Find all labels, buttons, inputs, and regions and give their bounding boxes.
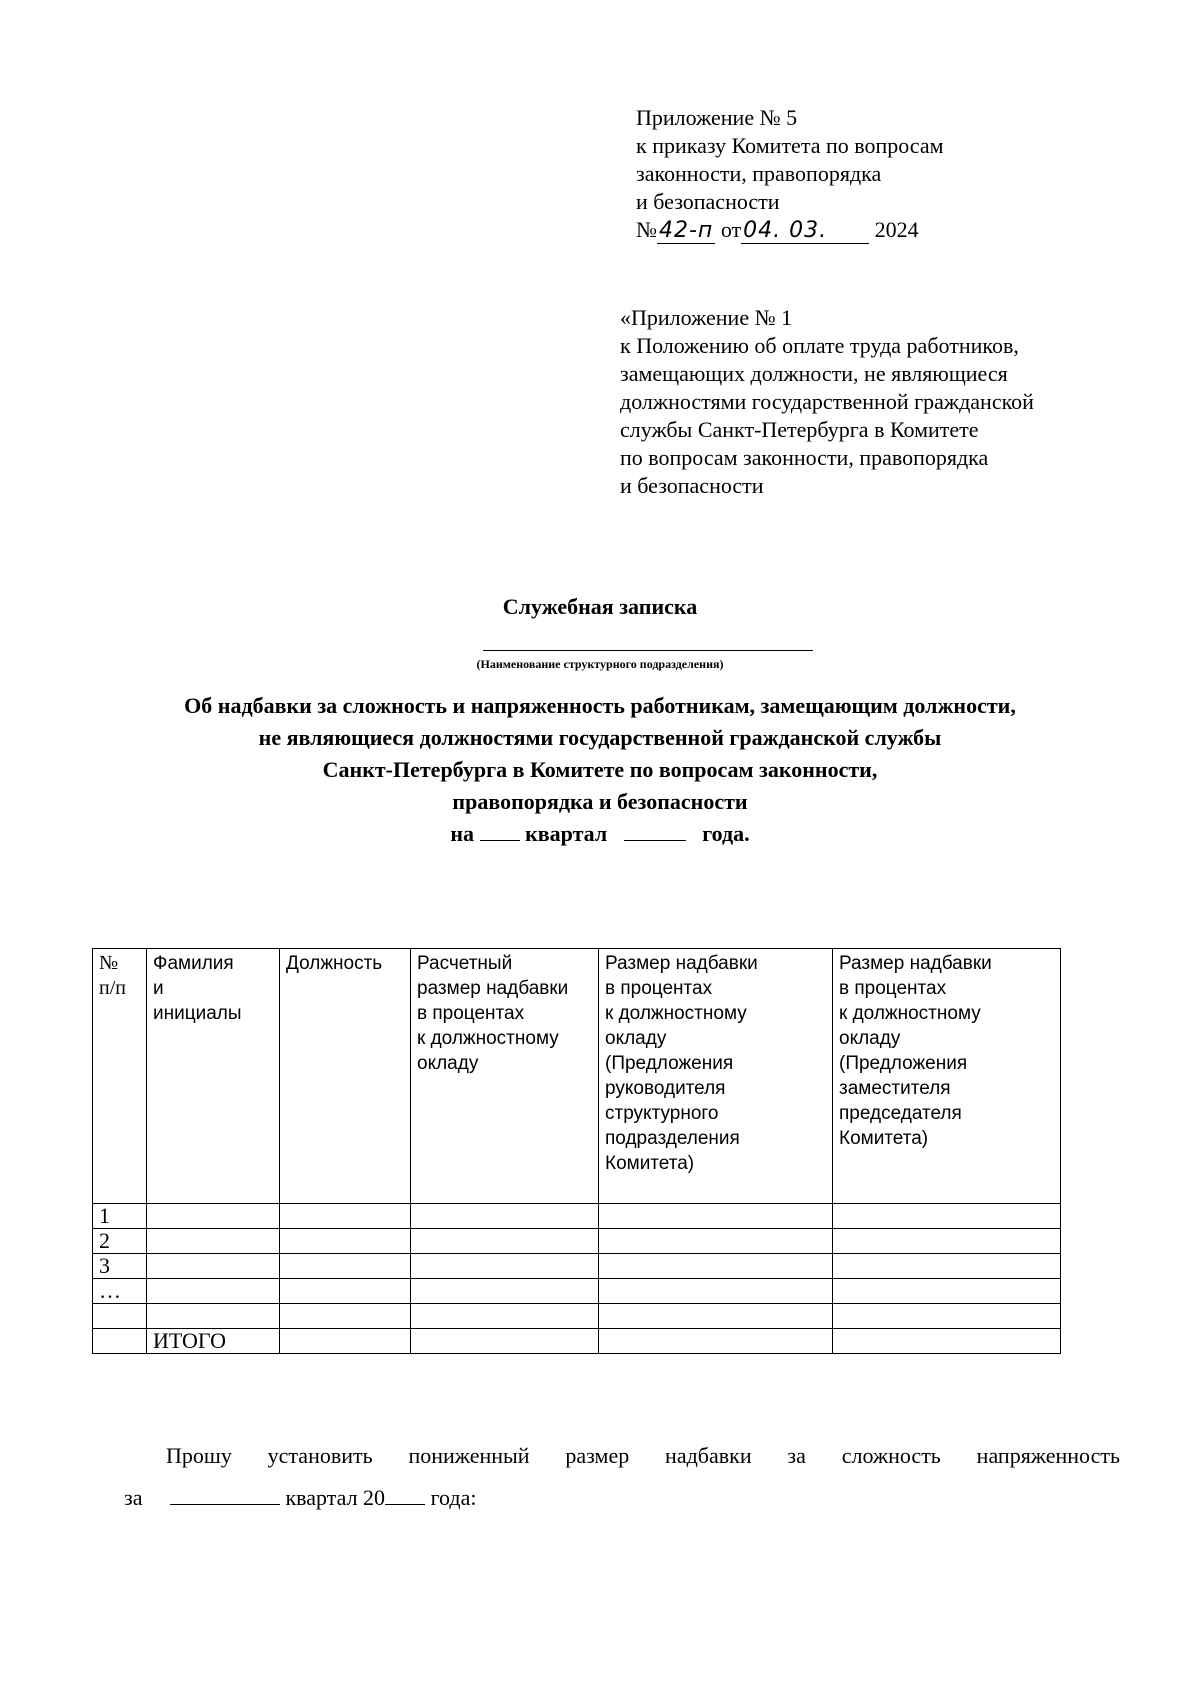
row-deputy-proposal [833,1279,1061,1304]
row-num: 2 [93,1229,147,1254]
order-reference [636,216,944,244]
row-calc [411,1229,599,1254]
row-head-proposal [599,1204,833,1229]
table-row [93,1229,1061,1254]
row-calc [411,1204,599,1229]
header-name: Фамилия и инициалы [147,949,280,1204]
row-name [147,1204,280,1229]
row-num [93,1329,147,1354]
appendix-line: законности, правопорядка [636,161,882,186]
row-calc [411,1304,599,1329]
department-blank-line [483,650,813,651]
row-num: 1 [93,1204,147,1229]
row-num: … [93,1279,147,1304]
row-deputy-proposal [833,1304,1061,1329]
table-row [93,1254,1061,1279]
row-calc [411,1279,599,1304]
row-deputy-proposal [833,1254,1061,1279]
row-deputy-proposal [833,1229,1061,1254]
appendix-regulation-header [620,304,1034,500]
appendix2-line: к Положению об оплате труда работников, [620,333,1019,358]
row-head-proposal [599,1254,833,1279]
appendix-header [636,104,944,244]
heading-line: правопорядка и безопасности [452,789,748,814]
request-suffix: года: [430,1485,477,1510]
request-middle: квартал 20 [285,1485,386,1510]
allowance-table [92,948,1061,1354]
table-header-row [93,949,1061,1204]
row-head-proposal [599,1229,833,1254]
heading-line: Об надбавки за сложность и напряженность работникам, замещающим должности, [184,693,1016,718]
period-on: на [450,821,475,846]
appendix-line: и безопасности [636,189,780,214]
table-row [93,1279,1061,1304]
period-line [60,818,1140,850]
appendix2-line: и безопасности [620,473,764,498]
row-calc [411,1254,599,1279]
appendix2-line: должностями государственной гражданской [620,389,1034,414]
appendix2-line: «Приложение № 1 [620,305,793,330]
order-year: 2024 [874,217,919,242]
row-position [280,1279,411,1304]
request-period-line [124,1482,476,1512]
year-blank [624,818,686,841]
row-head-proposal [599,1304,833,1329]
row-num: 3 [93,1254,147,1279]
request-year-blank [385,1482,425,1505]
appendix-line: к приказу Комитета по вопросам [636,133,944,158]
row-position [280,1329,411,1354]
request-prefix: за [124,1485,143,1510]
heading-line: Санкт-Петербурга в Комитете по вопросам законности, [322,757,878,782]
row-position [280,1254,411,1279]
memo-title: Служебная записка [502,594,698,619]
order-date-handwritten: 04. 03. [741,219,869,244]
row-deputy-proposal [833,1204,1061,1229]
table-row [93,1304,1061,1329]
request-quarter-blank [170,1482,280,1505]
order-number-handwritten: 42-п [659,218,714,243]
row-total-label: ИТОГО [147,1329,280,1354]
order-number-prefix: № [636,217,657,242]
row-position [280,1229,411,1254]
appendix-line: Приложение № 5 [636,105,798,130]
row-name [147,1229,280,1254]
memo-heading [60,690,1140,850]
row-deputy-proposal [833,1329,1061,1354]
quarter-blank [480,818,520,841]
header-calculated-allowance: Расчетный размер надбавки в процентах к должностному окладу [411,949,599,1204]
row-calc [411,1329,599,1354]
row-name [147,1279,280,1304]
header-deputy-proposal: Размер надбавки в процентах к должностному окладу (Предложения заместителя председателя Комитета) [833,949,1061,1204]
header-num: № п/п [93,949,147,1204]
row-head-proposal [599,1329,833,1354]
request-paragraph: Прошу установить пониженный размер надбавки за сложность напряженность [166,1443,1120,1468]
row-head-proposal [599,1279,833,1304]
header-head-proposal: Размер надбавки в процентах к должностному окладу (Предложения руководителя структурного подразделения Комитета) [599,949,833,1204]
row-name [147,1304,280,1329]
appendix2-line: по вопросам законности, правопорядка [620,445,989,470]
department-caption: (Наименование структурного подразделения) [476,657,724,671]
order-date-prefix: от [720,217,742,242]
header-position: Должность [280,949,411,1204]
period-quarter: квартал [525,821,608,846]
row-position [280,1204,411,1229]
heading-line: не являющиеся должностями государственной гражданской службы [258,725,942,750]
row-name [147,1254,280,1279]
appendix2-line: замещающих должности, не являющиеся [620,361,1008,386]
table-total-row [93,1329,1061,1354]
row-position [280,1304,411,1329]
period-year: года. [702,821,750,846]
table-row [93,1204,1061,1229]
appendix2-line: службы Санкт-Петербурга в Комитете [620,417,979,442]
row-num [93,1304,147,1329]
